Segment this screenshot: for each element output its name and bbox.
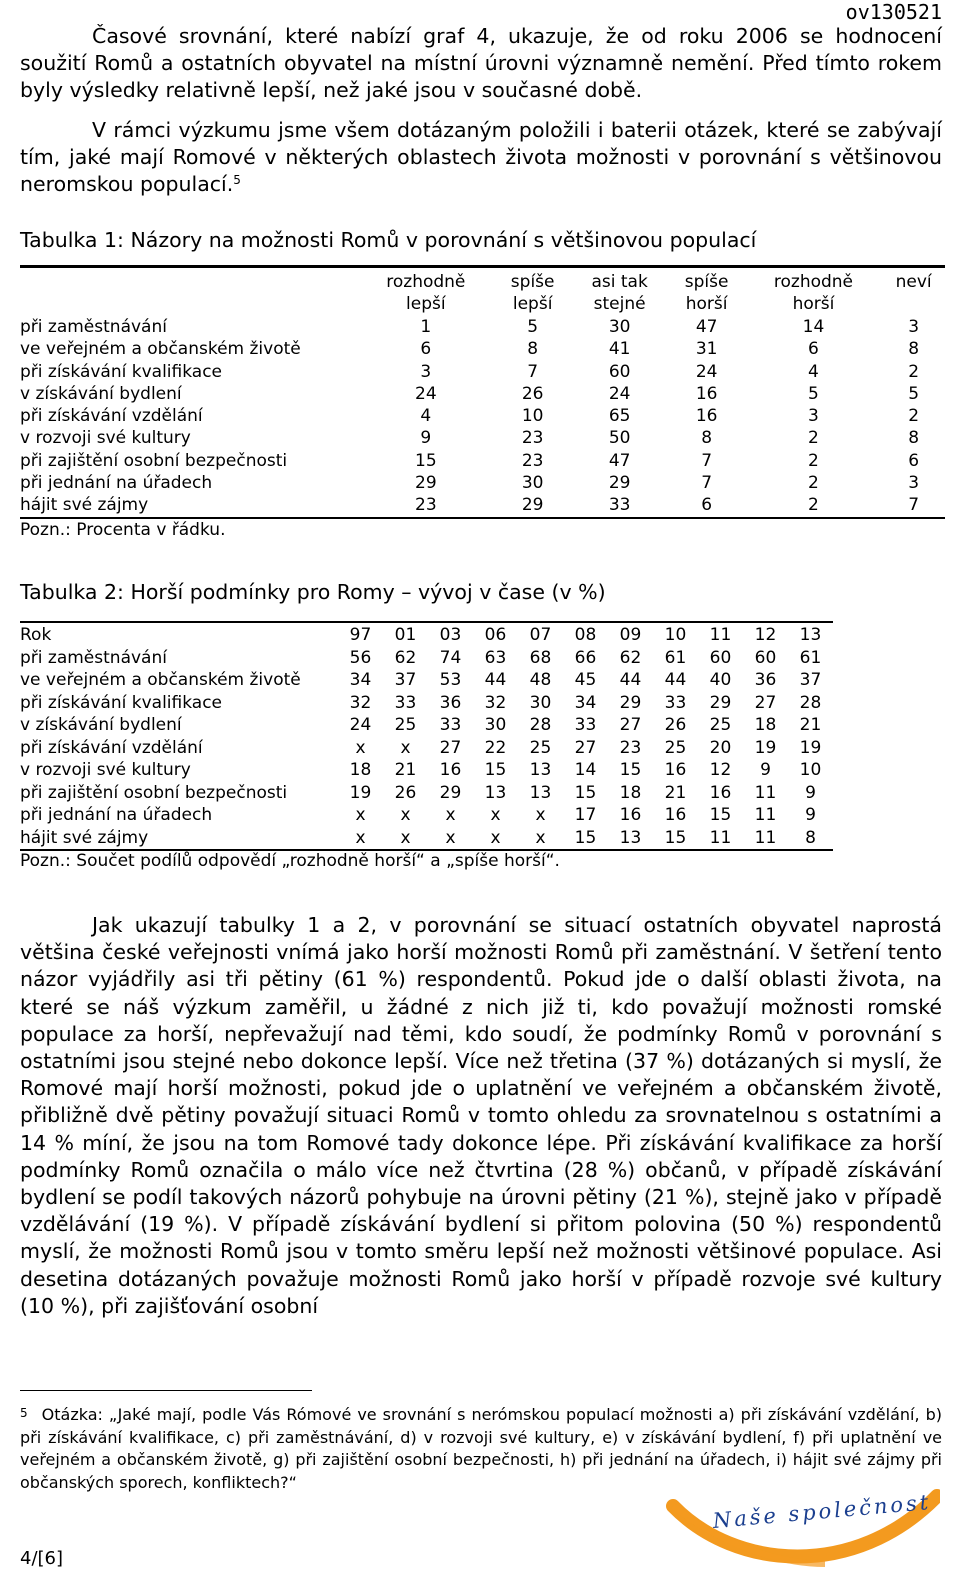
table2-cell: 53 xyxy=(439,670,462,690)
table2-cell: 13 xyxy=(484,782,507,803)
table1-cell: 6 xyxy=(701,495,713,516)
table2-cell: 33 xyxy=(394,692,417,713)
paragraph-questions xyxy=(20,117,942,198)
table2-cell: 33 xyxy=(574,715,597,735)
table2-cell: 18 xyxy=(754,715,777,735)
table2-cell: 9 xyxy=(760,760,771,780)
table2-cell: 22 xyxy=(484,737,507,758)
footnote-number: 5 xyxy=(20,1406,28,1420)
table2-cell: x xyxy=(535,827,546,848)
table2-cell: 16 xyxy=(664,805,687,825)
table2-cell: 18 xyxy=(349,760,372,780)
table1-cell: 4 xyxy=(420,406,432,427)
table1-caption: Tabulka 1: Názory na možnosti Romů v porovnání s většinovou populací xyxy=(20,228,757,252)
header-line: horší xyxy=(792,294,835,314)
table2-cell: 15 xyxy=(484,760,507,780)
table2-cell: 33 xyxy=(664,692,687,713)
table2-cell: 34 xyxy=(574,692,597,713)
table1-cell: 8 xyxy=(701,428,713,449)
table1-cell: 7 xyxy=(701,473,713,494)
row-label: při získávání vzdělání xyxy=(20,737,203,758)
year-cell: 01 xyxy=(394,625,417,645)
table2-cell: 12 xyxy=(709,760,732,780)
table2-row xyxy=(20,647,833,670)
row-label: ve veřejném a občanském životě xyxy=(20,339,301,360)
table1-cell: 41 xyxy=(608,339,631,360)
table2-cell: 61 xyxy=(799,647,822,668)
table2-row xyxy=(20,737,833,760)
table2-cell: 11 xyxy=(754,782,777,803)
table2-cell: 15 xyxy=(709,805,732,825)
table2-cell: 30 xyxy=(484,715,507,735)
table2-cell: 40 xyxy=(709,670,732,690)
table1-row xyxy=(20,472,945,494)
table1-cell: 24 xyxy=(608,383,631,404)
table2-cell: x xyxy=(400,737,411,758)
table2-cell: 16 xyxy=(709,782,732,803)
table2-cell: 63 xyxy=(484,647,507,668)
table2-cell: 11 xyxy=(754,805,777,825)
table1-cell: 2 xyxy=(908,406,920,427)
table1-cell: 2 xyxy=(808,495,819,516)
table1-cell: 9 xyxy=(420,428,432,449)
table2-cell: 30 xyxy=(529,692,552,713)
table2-cell: x xyxy=(445,827,456,848)
nase-spolecnost-logo xyxy=(665,1478,940,1590)
table2-cell: 32 xyxy=(349,692,372,713)
table2-cell: 44 xyxy=(484,670,507,690)
table2-cell: 19 xyxy=(799,737,822,758)
table2-cell: 21 xyxy=(394,760,417,780)
table2-cell: 29 xyxy=(709,692,732,713)
table1-cell: 5 xyxy=(908,383,920,404)
header-line: spíše xyxy=(684,272,729,292)
table2-cell: 28 xyxy=(799,692,822,713)
row-label: v rozvoji své kultury xyxy=(20,760,191,780)
table2-cell: 21 xyxy=(799,715,822,735)
header-line: horší xyxy=(685,294,728,314)
table2-cell: 11 xyxy=(754,827,777,848)
table2-cell: 10 xyxy=(799,760,822,780)
row-label: při získávání kvalifikace xyxy=(20,361,222,382)
table1-cell: 3 xyxy=(908,317,920,337)
table2-cell: 21 xyxy=(664,782,687,803)
row-label: v získávání bydlení xyxy=(20,715,182,735)
page-number: 4/[6] xyxy=(20,1548,64,1569)
table1-cell: 6 xyxy=(908,450,920,471)
table1-note: Pozn.: Procenta v řádku. xyxy=(20,520,226,540)
table1-cell: 47 xyxy=(608,450,631,471)
table1-cell: 7 xyxy=(701,450,713,471)
table1-cell: 5 xyxy=(527,317,539,337)
table1-cell: 23 xyxy=(415,495,437,516)
table1-body xyxy=(20,316,945,518)
table2-cell: x xyxy=(535,805,546,825)
table2-cell: 44 xyxy=(664,670,687,690)
table1-header-cell xyxy=(669,267,745,317)
table2-cell: 16 xyxy=(664,760,687,780)
row-label: ve veřejném a občanském životě xyxy=(20,670,301,690)
table1-cell: 8 xyxy=(527,339,539,360)
table1-row xyxy=(20,427,945,449)
table1-header-cell xyxy=(571,267,669,317)
footnote-divider xyxy=(20,1390,312,1391)
row-label: při zaměstnávání xyxy=(20,317,167,337)
table1-cell: 29 xyxy=(415,473,437,494)
table2-cell: 9 xyxy=(805,782,816,803)
paragraph-intro: Časové srovnání, které nabízí graf 4, ukazuje, že od roku 2006 se hodnocení soužití Romů a ostatních obyvatel na místní úrovni významně nemění. Před tímto rokem byly výsledky relativně lepší, než jaké jsou v současné době. xyxy=(20,24,942,102)
year-cell: 08 xyxy=(574,625,597,645)
row-label: při zajištění osobní bezpečnosti xyxy=(20,450,288,471)
table1-cell: 3 xyxy=(808,406,819,427)
table2-cell: 32 xyxy=(484,692,507,713)
table1-cell: 15 xyxy=(415,450,437,471)
footnote-reference[interactable]: 5 xyxy=(233,173,241,187)
table2-cell: 18 xyxy=(619,782,642,803)
table2-cell: 74 xyxy=(439,647,462,668)
table2-cell: 15 xyxy=(574,827,597,848)
table1-row xyxy=(20,494,945,517)
table2-cell: 13 xyxy=(529,782,552,803)
document-code: ov130521 xyxy=(845,0,942,24)
table2-cell: 15 xyxy=(664,827,687,848)
table2-cell: x xyxy=(400,805,411,825)
table1-cell: 8 xyxy=(908,428,920,449)
table2-cell: 33 xyxy=(439,715,462,735)
row-label: v rozvoji své kultury xyxy=(20,428,191,449)
row-label: při získávání vzdělání xyxy=(20,406,203,427)
table2-cell: 37 xyxy=(799,670,822,690)
table1 xyxy=(20,265,945,519)
table2-cell: x xyxy=(490,805,501,825)
table2-cell: 15 xyxy=(574,782,597,803)
header-line: lepší xyxy=(512,294,553,314)
logo-text: Naše společnost xyxy=(711,1490,933,1533)
table2-cell: 23 xyxy=(619,737,642,758)
table2-cell: 13 xyxy=(619,827,642,848)
table2-cell: 9 xyxy=(805,805,816,825)
table1-cell: 4 xyxy=(808,361,819,382)
table2-cell: 48 xyxy=(529,670,552,690)
row-label: hájit své zájmy xyxy=(20,827,149,848)
table2-cell: 44 xyxy=(619,670,642,690)
header-line: lepší xyxy=(406,294,446,314)
table1-cell: 23 xyxy=(521,450,544,471)
table2-row xyxy=(20,669,833,692)
table1-cell: 3 xyxy=(908,473,920,494)
table2-cell: 15 xyxy=(619,760,642,780)
table2-cell: 36 xyxy=(439,692,462,713)
header-line: neví xyxy=(895,272,932,292)
table2-cell: 60 xyxy=(754,647,777,668)
table2-cell: 25 xyxy=(709,715,732,735)
table2-cell: 56 xyxy=(349,647,372,668)
year-cell: 12 xyxy=(754,625,777,645)
row-label: hájit své zájmy xyxy=(20,495,149,516)
table2-cell: 29 xyxy=(439,782,462,803)
table2-cell: 27 xyxy=(574,737,597,758)
table2-cell: 29 xyxy=(619,692,642,713)
table1-cell: 2 xyxy=(808,450,819,471)
table1-cell: 23 xyxy=(521,428,544,449)
table2-cell: 25 xyxy=(664,737,687,758)
table2-cell: 45 xyxy=(574,670,597,690)
table2-note: Pozn.: Součet podílů odpovědí „rozhodně horší“ a „spíše horší“. xyxy=(20,851,560,871)
table2-cell: 27 xyxy=(754,692,777,713)
table2-cell: 26 xyxy=(664,715,687,735)
year-label: Rok xyxy=(20,625,52,645)
header-line: stejné xyxy=(593,294,646,314)
table1-cell: 2 xyxy=(808,473,819,494)
table1-cell: 29 xyxy=(521,495,544,516)
table1-header-cell xyxy=(882,267,945,317)
year-cell: 13 xyxy=(799,625,822,645)
year-cell: 09 xyxy=(619,625,642,645)
table2-cell: 28 xyxy=(529,715,552,735)
table1-cell: 8 xyxy=(908,339,920,360)
table1-row xyxy=(20,361,945,383)
table2-cell: x xyxy=(445,805,456,825)
table1-row xyxy=(20,338,945,360)
table2-cell: 68 xyxy=(529,647,552,668)
table2-row xyxy=(20,759,833,782)
table2-cell: 61 xyxy=(664,647,687,668)
table1-header-row xyxy=(20,267,945,317)
paragraph-questions-text: V rámci výzkumu jsme všem dotázaným položili i baterii otázek, které se zabývají tím, jaké mají Romové v některých oblastech života možnosti v porovnání s většinovou neromskou populací. xyxy=(20,118,942,196)
table2-cell: 17 xyxy=(574,805,597,825)
table2-cell: 13 xyxy=(529,760,552,780)
table2-cell: 19 xyxy=(754,737,777,758)
table2-cell: x xyxy=(400,827,411,848)
table2-cell: 25 xyxy=(394,715,417,735)
table2-cell: 16 xyxy=(619,805,642,825)
table2-caption: Tabulka 2: Horší podmínky pro Romy – vývoj v čase (v %) xyxy=(20,580,606,604)
table2-cell: 11 xyxy=(709,827,732,848)
table1-cell: 7 xyxy=(527,361,539,382)
year-cell: 11 xyxy=(709,625,732,645)
table1-cell: 3 xyxy=(420,361,432,382)
table1-cell: 16 xyxy=(695,406,718,427)
row-label: při získávání kvalifikace xyxy=(20,692,222,713)
table1-row xyxy=(20,383,945,405)
table1-cell: 2 xyxy=(908,361,920,382)
table1-cell: 16 xyxy=(695,383,718,404)
table1-cell: 24 xyxy=(415,383,437,404)
table2-row xyxy=(20,804,833,827)
year-cell: 06 xyxy=(484,625,507,645)
table1-cell: 50 xyxy=(608,428,631,449)
table2-cell: x xyxy=(355,737,366,758)
table1-cell: 24 xyxy=(695,361,718,382)
table1-cell: 26 xyxy=(521,383,544,404)
table2-cell: 25 xyxy=(529,737,552,758)
table1-cell: 5 xyxy=(808,383,819,404)
table1-row xyxy=(20,405,945,427)
table1-cell: 7 xyxy=(908,495,920,516)
header-line: rozhodně xyxy=(773,272,854,292)
table1-cell: 2 xyxy=(808,428,819,449)
table2-cell: 26 xyxy=(394,782,417,803)
table1-cell: 31 xyxy=(695,339,718,360)
table2-cell: 60 xyxy=(709,647,732,668)
paragraph-analysis: Jak ukazují tabulky 1 a 2, v porovnání se situací ostatních obyvatel naprostá většina české veřejnosti vnímá jako horší možnosti Romů při zaměstnání. V šetření tento názor vyjádřily asi tři pětiny (61 %) respondentů. Pokud jde o další oblasti života, na které se náš výzkum zaměřil, u žádné z nich již ti, kdo považují možnosti romské populace za horší, nepřevažují nad těmi, kdo soudí, že podmínky Romů v porovnání s ostatními jsou stejné nebo dokonce lepší. Více než třetina (37 %) dotázaných si myslí, že Romové mají horší možnosti, pokud jde o uplatnění ve veřejném a občanském životě, přibližně dvě pětiny považují situaci Romů v tomto ohledu za srovnatelnou s ostatními a 14 % míní, že jsou na tom Romové tady dokonce lépe. Při získávání kvalifikace za horší podmínky Romů označila o málo více než čtvrtina (28 %) občanů, v případě získávání bydlení se podíl takových názorů pohybuje na úrovni pětiny (21 %), stejně jako v případě vzdělávání (19 %). V případě získávání bydlení si přitom polovina (50 %) respondentů myslí, že možnosti Romů jsou v tomto směru lepší než možnosti většinové populace. Asi desetina dotázaných považuje možnosti Romů jako horší v případě rozvoje své kultury (10 %), při zajišťování osobní xyxy=(20,913,942,1318)
row-label: při zaměstnávání xyxy=(20,647,167,668)
header-line: spíše xyxy=(510,272,555,292)
table1-cell: 6 xyxy=(420,339,432,360)
table2-cell: 66 xyxy=(574,647,597,668)
table2-cell: 16 xyxy=(439,760,462,780)
table1-cell: 10 xyxy=(521,406,544,427)
row-label: při jednání na úřadech xyxy=(20,473,213,494)
year-cell: 07 xyxy=(529,625,552,645)
table1-cell: 47 xyxy=(695,317,718,337)
table2-cell: 37 xyxy=(394,670,417,690)
table2-cell: 27 xyxy=(619,715,642,735)
row-label: při jednání na úřadech xyxy=(20,805,213,825)
table2-row xyxy=(20,782,833,805)
table2-row xyxy=(20,714,833,737)
table1-cell: 14 xyxy=(802,317,825,337)
table1-cell: 1 xyxy=(420,317,432,337)
table2 xyxy=(20,621,833,851)
table2-cell: x xyxy=(355,827,366,848)
table1-header-cell xyxy=(745,267,883,317)
table2-cell: 34 xyxy=(349,670,372,690)
table1-cell: 60 xyxy=(608,361,631,382)
table2-body xyxy=(20,622,833,850)
footnote-text: Otázka: „Jaké mají, podle Vás Rómové ve srovnání s nerómskou populací možnosti a) při získávání vzdělání, b) při získávání kvalifikace, c) při zaměstnávání, d) v rozvoji své kultury, e) v získávání bydlení, f) při uplatnění ve veřejném a občanském životě, g) při zajištění osobní bezpečnosti, h) při jednání na úřadech, i) hájit své zájmy při občanských sporech, konfliktech?“ xyxy=(20,1405,942,1492)
table2-cell: 36 xyxy=(754,670,777,690)
row-label: v získávání bydlení xyxy=(20,383,182,404)
table1-cell: 29 xyxy=(608,473,631,494)
table1-row xyxy=(20,450,945,472)
year-cell: 97 xyxy=(349,625,372,645)
header-line: asi tak xyxy=(591,272,648,292)
table2-row xyxy=(20,827,833,851)
table1-header-cell xyxy=(357,267,495,317)
table1-cell: 65 xyxy=(608,406,631,427)
table2-row xyxy=(20,692,833,715)
table2-cell: 62 xyxy=(619,647,642,668)
row-label: při zajištění osobní bezpečnosti xyxy=(20,782,288,803)
table1-cell: 33 xyxy=(608,495,631,516)
table1-cell: 6 xyxy=(808,339,819,360)
table2-cell: 24 xyxy=(349,715,372,735)
table2-cell: 20 xyxy=(709,737,732,758)
header-line: rozhodně xyxy=(386,272,466,292)
year-cell: 10 xyxy=(664,625,687,645)
table1-row xyxy=(20,316,945,338)
table1-header-blank xyxy=(20,267,357,317)
table2-year-row xyxy=(20,622,833,647)
table1-cell: 30 xyxy=(608,317,631,337)
table2-cell: 27 xyxy=(439,737,462,758)
table2-cell: 14 xyxy=(574,760,597,780)
table2-cell: 8 xyxy=(805,827,816,848)
table2-cell: x xyxy=(490,827,501,848)
table2-cell: 19 xyxy=(349,782,372,803)
table2-cell: x xyxy=(355,805,366,825)
table2-cell: 62 xyxy=(394,647,417,668)
year-cell: 03 xyxy=(439,625,462,645)
table1-header-cell xyxy=(495,267,571,317)
table1-cell: 30 xyxy=(521,473,544,494)
